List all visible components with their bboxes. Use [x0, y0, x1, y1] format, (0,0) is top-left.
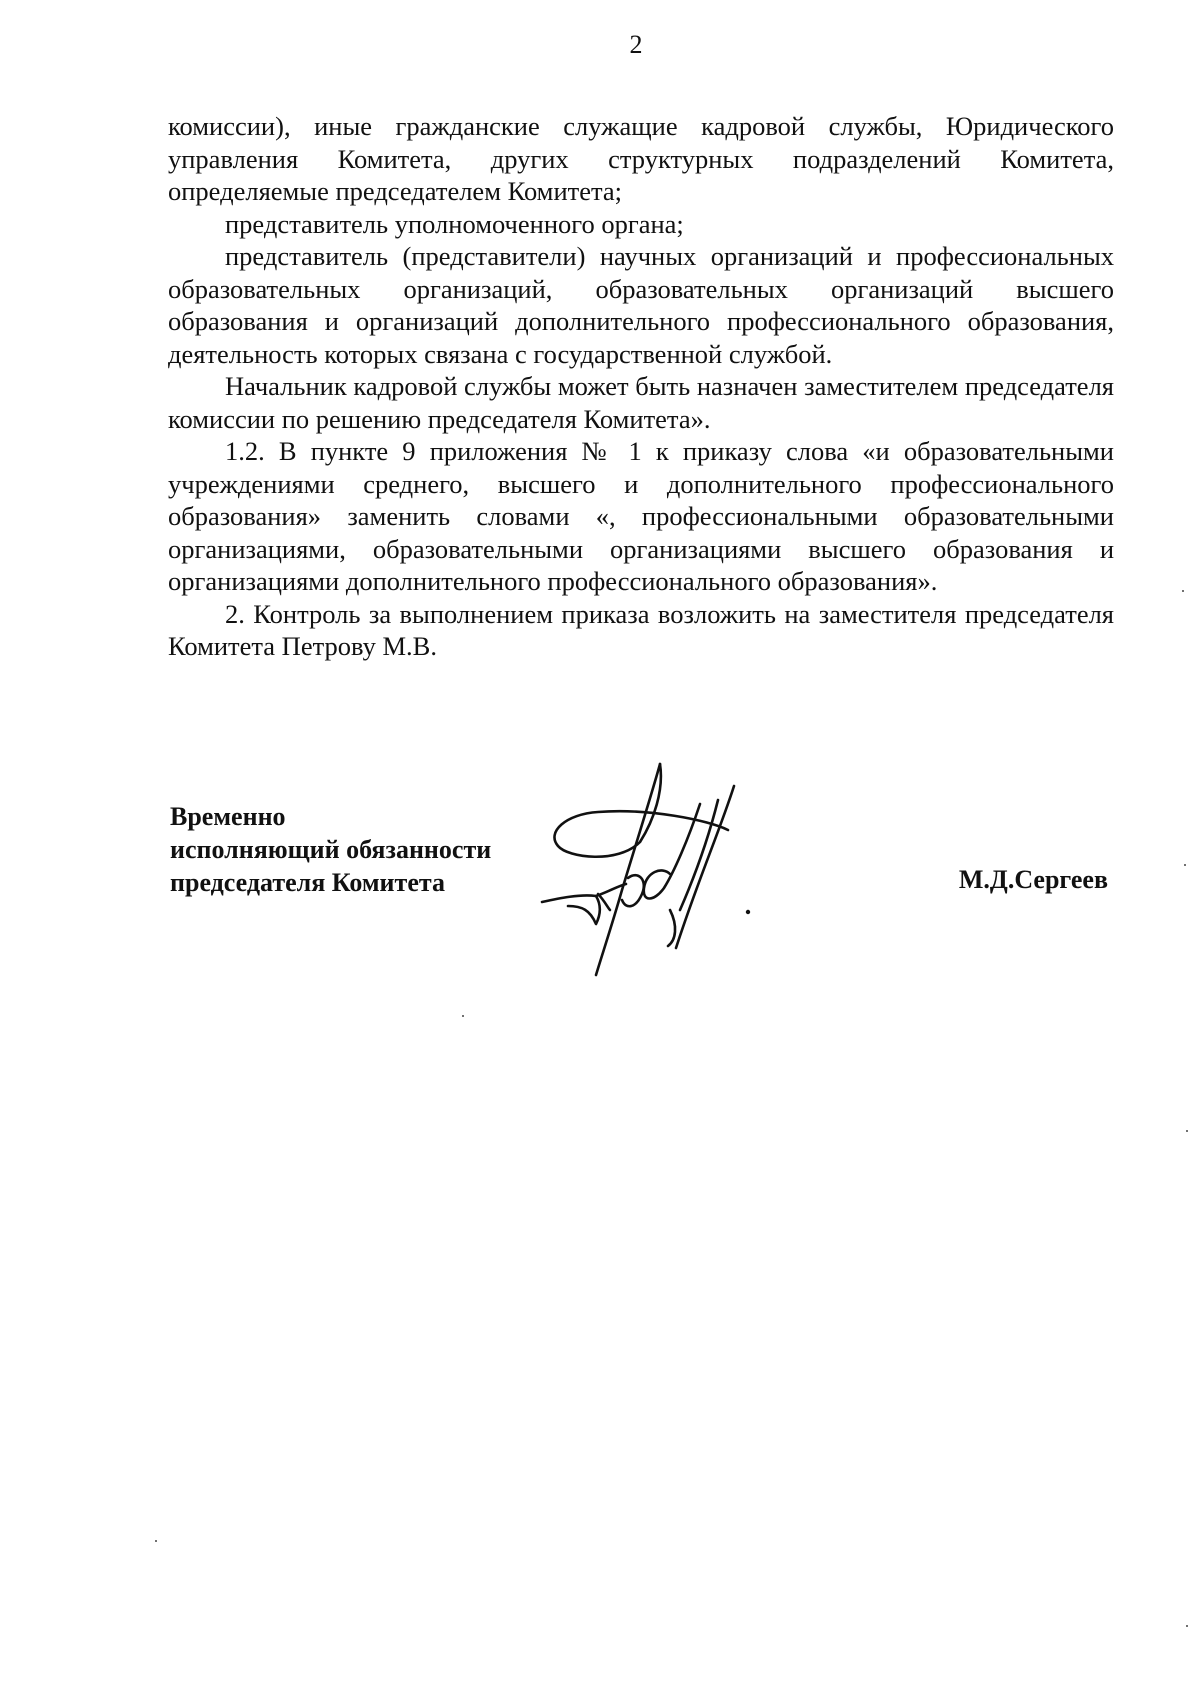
scan-speck	[462, 1015, 464, 1017]
paragraph-organizations-representatives: представитель (представители) научных организаций и профессиональных образовательных организаций, образовательных организаций высшего образования и организаций дополнительного профессионального образования, деятельность которых связана с государственной службой.	[168, 241, 1114, 369]
scan-speck	[1186, 1625, 1188, 1627]
document-body	[168, 110, 1114, 663]
scan-speck	[1182, 590, 1184, 592]
handwritten-signature	[538, 760, 798, 980]
paragraph-commission-members: комиссии), иные гражданские служащие кадровой службы, Юридического управления Комитета, других структурных подразделений Комитета, определяемые председателем Комитета;	[168, 111, 1114, 206]
scan-speck	[155, 1540, 157, 1542]
position-line: исполняющий обязанности	[170, 835, 492, 864]
scan-speck	[1186, 1130, 1188, 1132]
paragraph-authorized-body: представитель уполномоченного органа;	[225, 208, 684, 239]
position-line: председателя Комитета	[170, 868, 445, 897]
signer-name: М.Д.Сергеев	[958, 865, 1108, 894]
paragraph-item-1-2: 1.2. В пункте 9 приложения № 1 к приказу слова «и образовательными учреждениями среднего, высшего и дополнительного профессионального образования» заменить словами «, профессиональными образовательными организациями, образовательными организациями высшего образования и организациями дополнительного профессионального образования».	[168, 436, 1114, 596]
paragraph-head-of-personnel: Начальник кадровой службы может быть назначен заместителем председателя комиссии по решению председателя Комитета».	[168, 371, 1114, 434]
signatory-position	[170, 800, 491, 899]
position-line: Временно	[170, 802, 286, 831]
scan-speck	[1184, 864, 1186, 866]
page-number: 2	[629, 30, 643, 59]
paragraph-item-2-control: 2. Контроль за выполнением приказа возложить на заместителя председателя Комитета Петрову М.В.	[168, 598, 1114, 661]
